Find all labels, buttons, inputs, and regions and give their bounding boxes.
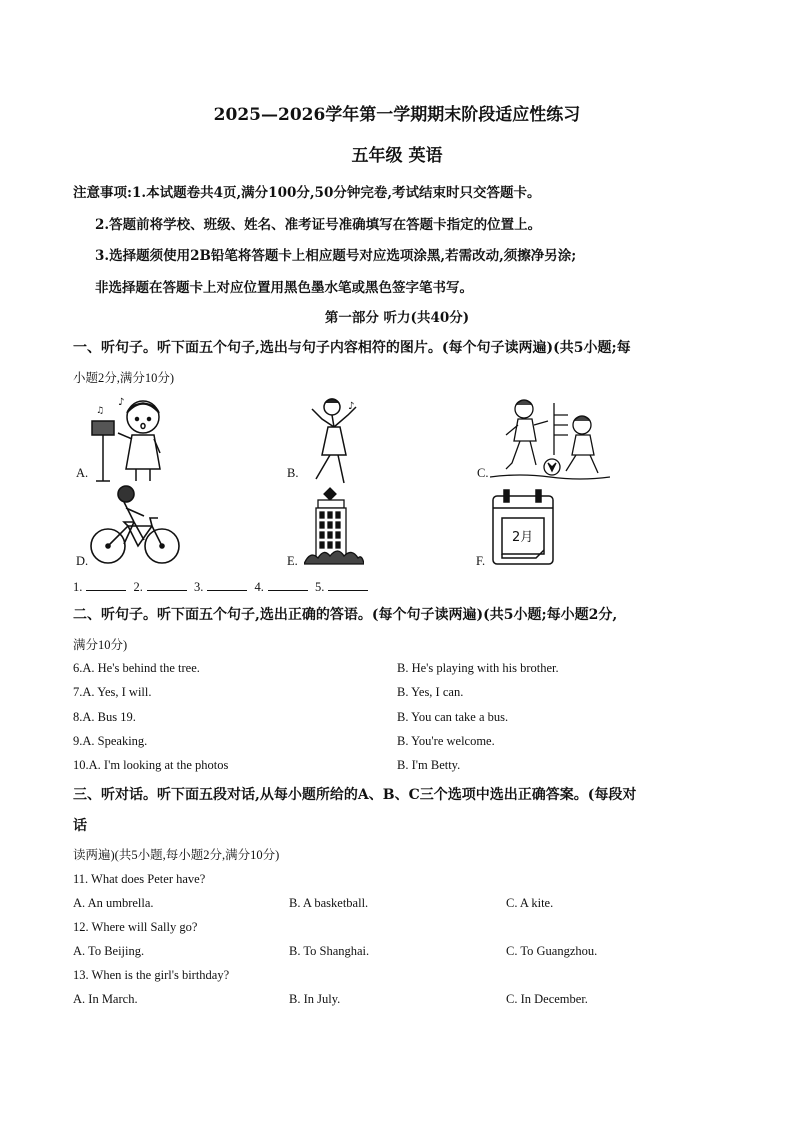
q6-option-a: 6.A. He's behind the tree. xyxy=(73,661,200,675)
q13-option-c: C. In December. xyxy=(506,992,588,1006)
q7-option-a: 7.A. Yes, I will. xyxy=(73,685,152,699)
svg-text:♪: ♪ xyxy=(348,401,355,412)
q9-option-a: 9.A. Speaking. xyxy=(73,734,148,748)
blank-2-label: 2. xyxy=(133,580,143,594)
blank-5-label: 5. xyxy=(315,580,325,594)
page-title: 2025—2026学年第一学期期末阶段适应性练习 xyxy=(213,105,581,125)
q8-option-a: 8.A. Bus 19. xyxy=(73,710,136,724)
blank-1-label: 1. xyxy=(73,580,83,594)
picture-d-label: D. xyxy=(76,554,89,568)
svg-text:♫: ♫ xyxy=(96,406,105,416)
q12-option-a: A. To Beijing. xyxy=(73,944,145,958)
blank-4-label: 4. xyxy=(254,580,264,594)
note-line-2: 2.答题前将学校、班级、姓名、准考证号准确填写在答题卡指定的位置上。 xyxy=(95,217,542,233)
blank-1[interactable] xyxy=(86,580,126,591)
section3-instruction-cont-2: 读两遍)(共5小题,每小题2分,满分10分) xyxy=(73,848,280,862)
section3-instruction: 三、听对话。听下面五段对话,从每小题所给的A、B、C三个选项中选出正确答案。(每段对 xyxy=(73,787,637,803)
note-line-3: 3.选择题须使用2B铅笔将答题卡上相应题号对应选项涂黑,若需改动,须擦净另涂; xyxy=(95,248,577,264)
note-line-4: 非选择题在答题卡上对应位置用黑色墨水笔或黑色签字笔书写。 xyxy=(95,280,473,296)
q6-option-b: B. He's playing with his brother. xyxy=(397,661,559,675)
tall-building-icon xyxy=(304,486,364,566)
q10-option-b: B. I'm Betty. xyxy=(397,758,461,772)
svg-text:♪: ♪ xyxy=(118,397,125,408)
picture-a-label: A. xyxy=(76,466,89,480)
section2-instruction: 二、听句子。听下面五个句子,选出正确的答语。(每个句子读两遍)(共5小题;每小题2分, xyxy=(73,607,618,623)
q11-option-a: A. An umbrella. xyxy=(73,896,154,910)
q10-option-a: 10.A. I'm looking at the photos xyxy=(73,758,229,772)
girl-singing-icon xyxy=(88,395,178,485)
blank-4[interactable] xyxy=(268,580,308,591)
q11-question: 11. What does Peter have? xyxy=(73,872,206,886)
calendar-icon xyxy=(490,488,556,568)
q12-option-c: C. To Guangzhou. xyxy=(506,944,598,958)
girl-dancing-icon xyxy=(298,395,368,485)
section1-instruction-cont: 小题2分,满分10分) xyxy=(73,371,175,385)
blank-3-label: 3. xyxy=(194,580,204,594)
picture-b-label: B. xyxy=(287,466,299,480)
page-subtitle: 五年级 英语 xyxy=(351,146,443,166)
boy-riding-bike-icon xyxy=(88,484,183,569)
q12-question: 12. Where will Sally go? xyxy=(73,920,198,934)
section1-instruction: 一、听句子。听下面五个句子,选出与句子内容相符的图片。(每个句子读两遍)(共5小题;每 xyxy=(73,340,631,356)
boys-playing-football-icon xyxy=(490,395,610,485)
q11-option-c: C. A kite. xyxy=(506,896,554,910)
section3-instruction-cont: 话 xyxy=(73,818,87,834)
q12-option-b: B. To Shanghai. xyxy=(289,944,370,958)
section2-instruction-cont: 满分10分) xyxy=(73,638,128,652)
answer-blanks xyxy=(73,580,372,595)
q7-option-b: B. Yes, I can. xyxy=(397,685,464,699)
blank-2[interactable] xyxy=(147,580,187,591)
picture-e-label: E. xyxy=(287,554,298,568)
note-line-1: 注意事项:1.本试题卷共4页,满分100分,50分钟完卷,考试结束时只交答题卡。 xyxy=(73,185,541,201)
q11-option-b: B. A basketball. xyxy=(289,896,369,910)
q8-option-b: B. You can take a bus. xyxy=(397,710,509,724)
q9-option-b: B. You're welcome. xyxy=(397,734,495,748)
blank-3[interactable] xyxy=(207,580,247,591)
q13-option-b: B. In July. xyxy=(289,992,341,1006)
part-heading: 第一部分 听力(共40分) xyxy=(324,310,470,326)
picture-f-label: F. xyxy=(476,554,486,568)
q13-option-a: A. In March. xyxy=(73,992,138,1006)
q13-question: 13. When is the girl's birthday? xyxy=(73,968,230,982)
blank-5[interactable] xyxy=(328,580,368,591)
picture-c-label: C. xyxy=(477,466,489,480)
calendar-label: 2月 xyxy=(512,530,534,545)
